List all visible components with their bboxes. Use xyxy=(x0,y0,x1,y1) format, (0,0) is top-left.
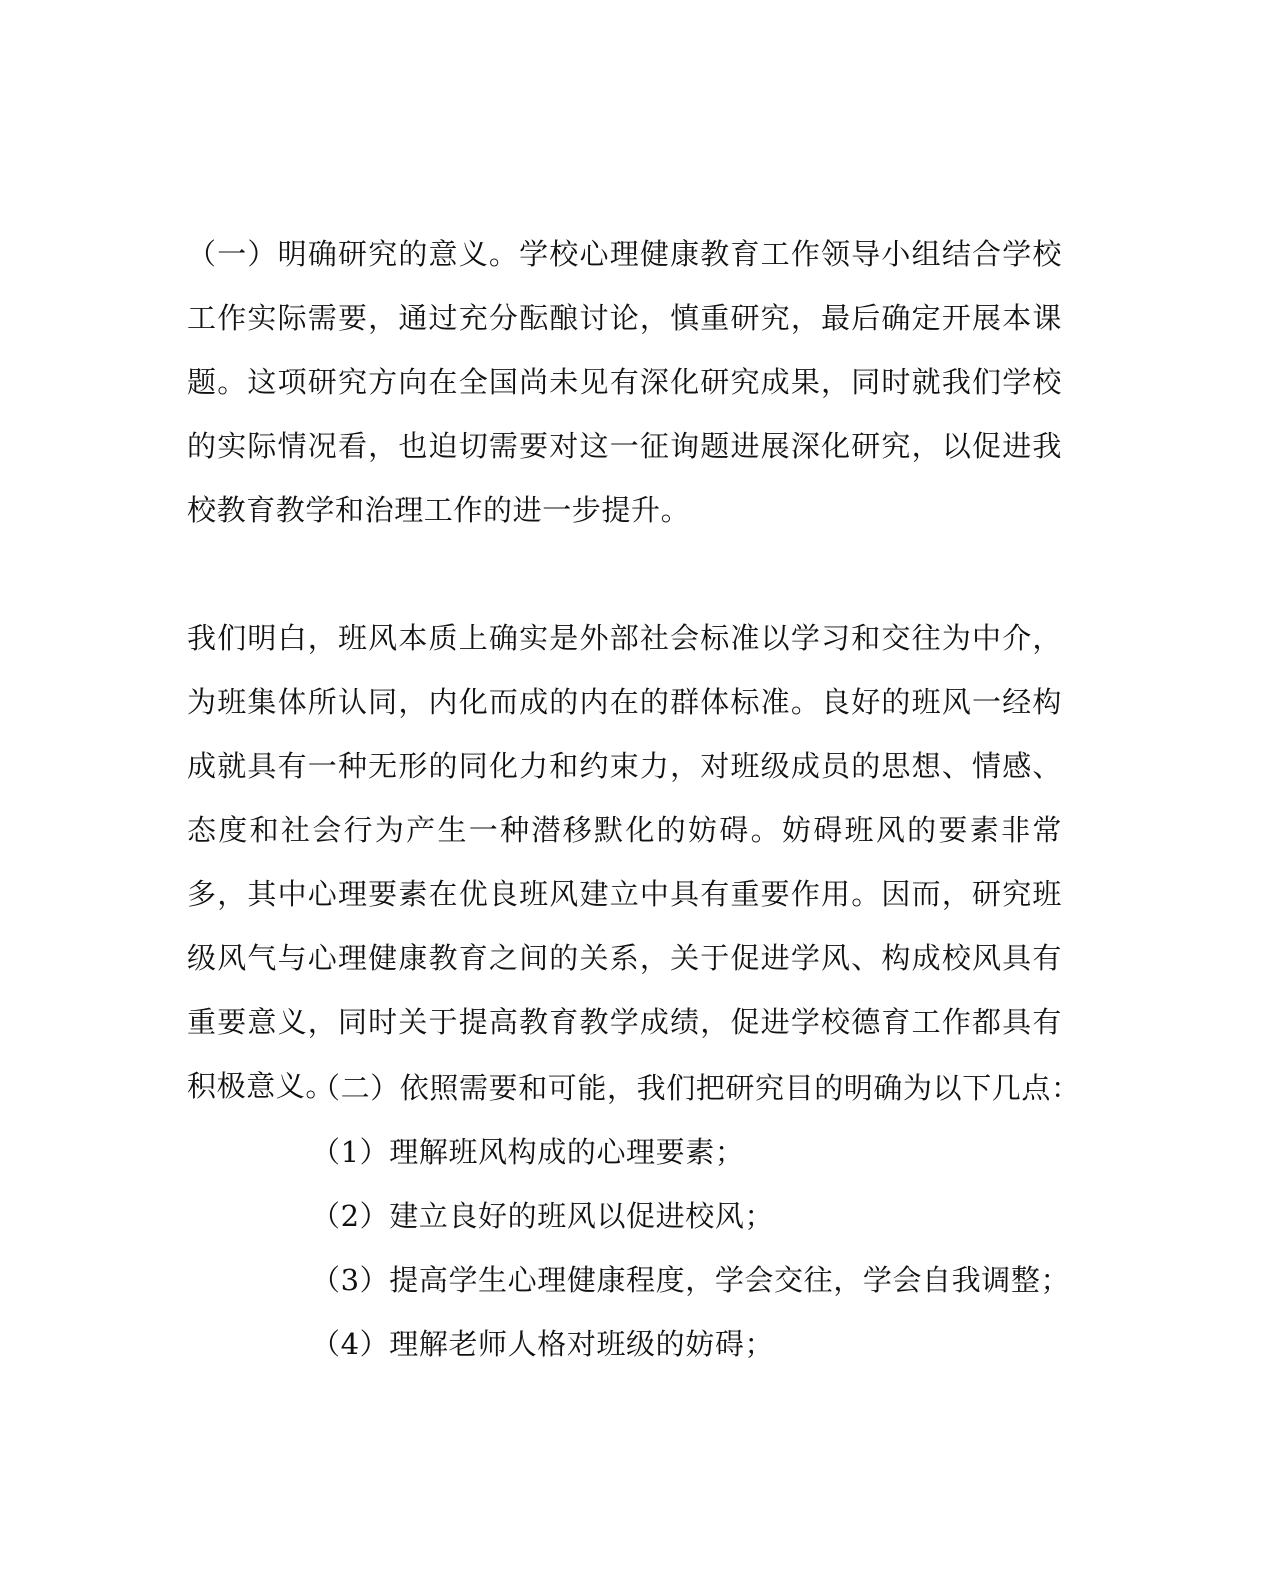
goal-item-1: （1）理解班风构成的心理要素； xyxy=(311,1135,745,1169)
goal-item-3: （3）提高学生心理健康程度，学会交往，学会自我调整； xyxy=(311,1263,1071,1297)
paragraph-class-atmosphere: 我们明白，班风本质上确实是外部社会标准以学习和交往为中介，为班集体所认同，内化而成的内在的群体标准。良好的班风一经构成就具有一种无形的同化力和约束力，对班级成员的思想、情感、态度和社会行为产生一种潜移默化的妨碍。妨碍班风的要素非常多，其中心理要素在优良班风建立中具有重要作用。因而，研究班级风气与心理健康教育之间的关系，关于促进学风、构成校风具有重要意义，同时关于提高教育教学成绩，促进学校德育工作都具有积极意义。 xyxy=(187,621,1062,1103)
goal-item-2: （2）建立良好的班风以促进校风； xyxy=(311,1199,775,1233)
goals-intro: （二）依照需要和可能，我们把研究目的明确为以下几点： xyxy=(311,1071,1081,1105)
paragraph-research-significance: （一）明确研究的意义。学校心理健康教育工作领导小组结合学校工作实际需要，通过充分酝酿讨论，慎重研究，最后确定开展本课题。这项研究方向在全国尚未见有深化研究成果，同时就我们学校的实际情况看，也迫切需要对这一征询题进展深化研究，以促进我校教育教学和治理工作的进一步提升。 xyxy=(187,237,1062,527)
goal-item-4: （4）理解老师人格对班级的妨碍； xyxy=(311,1327,775,1361)
